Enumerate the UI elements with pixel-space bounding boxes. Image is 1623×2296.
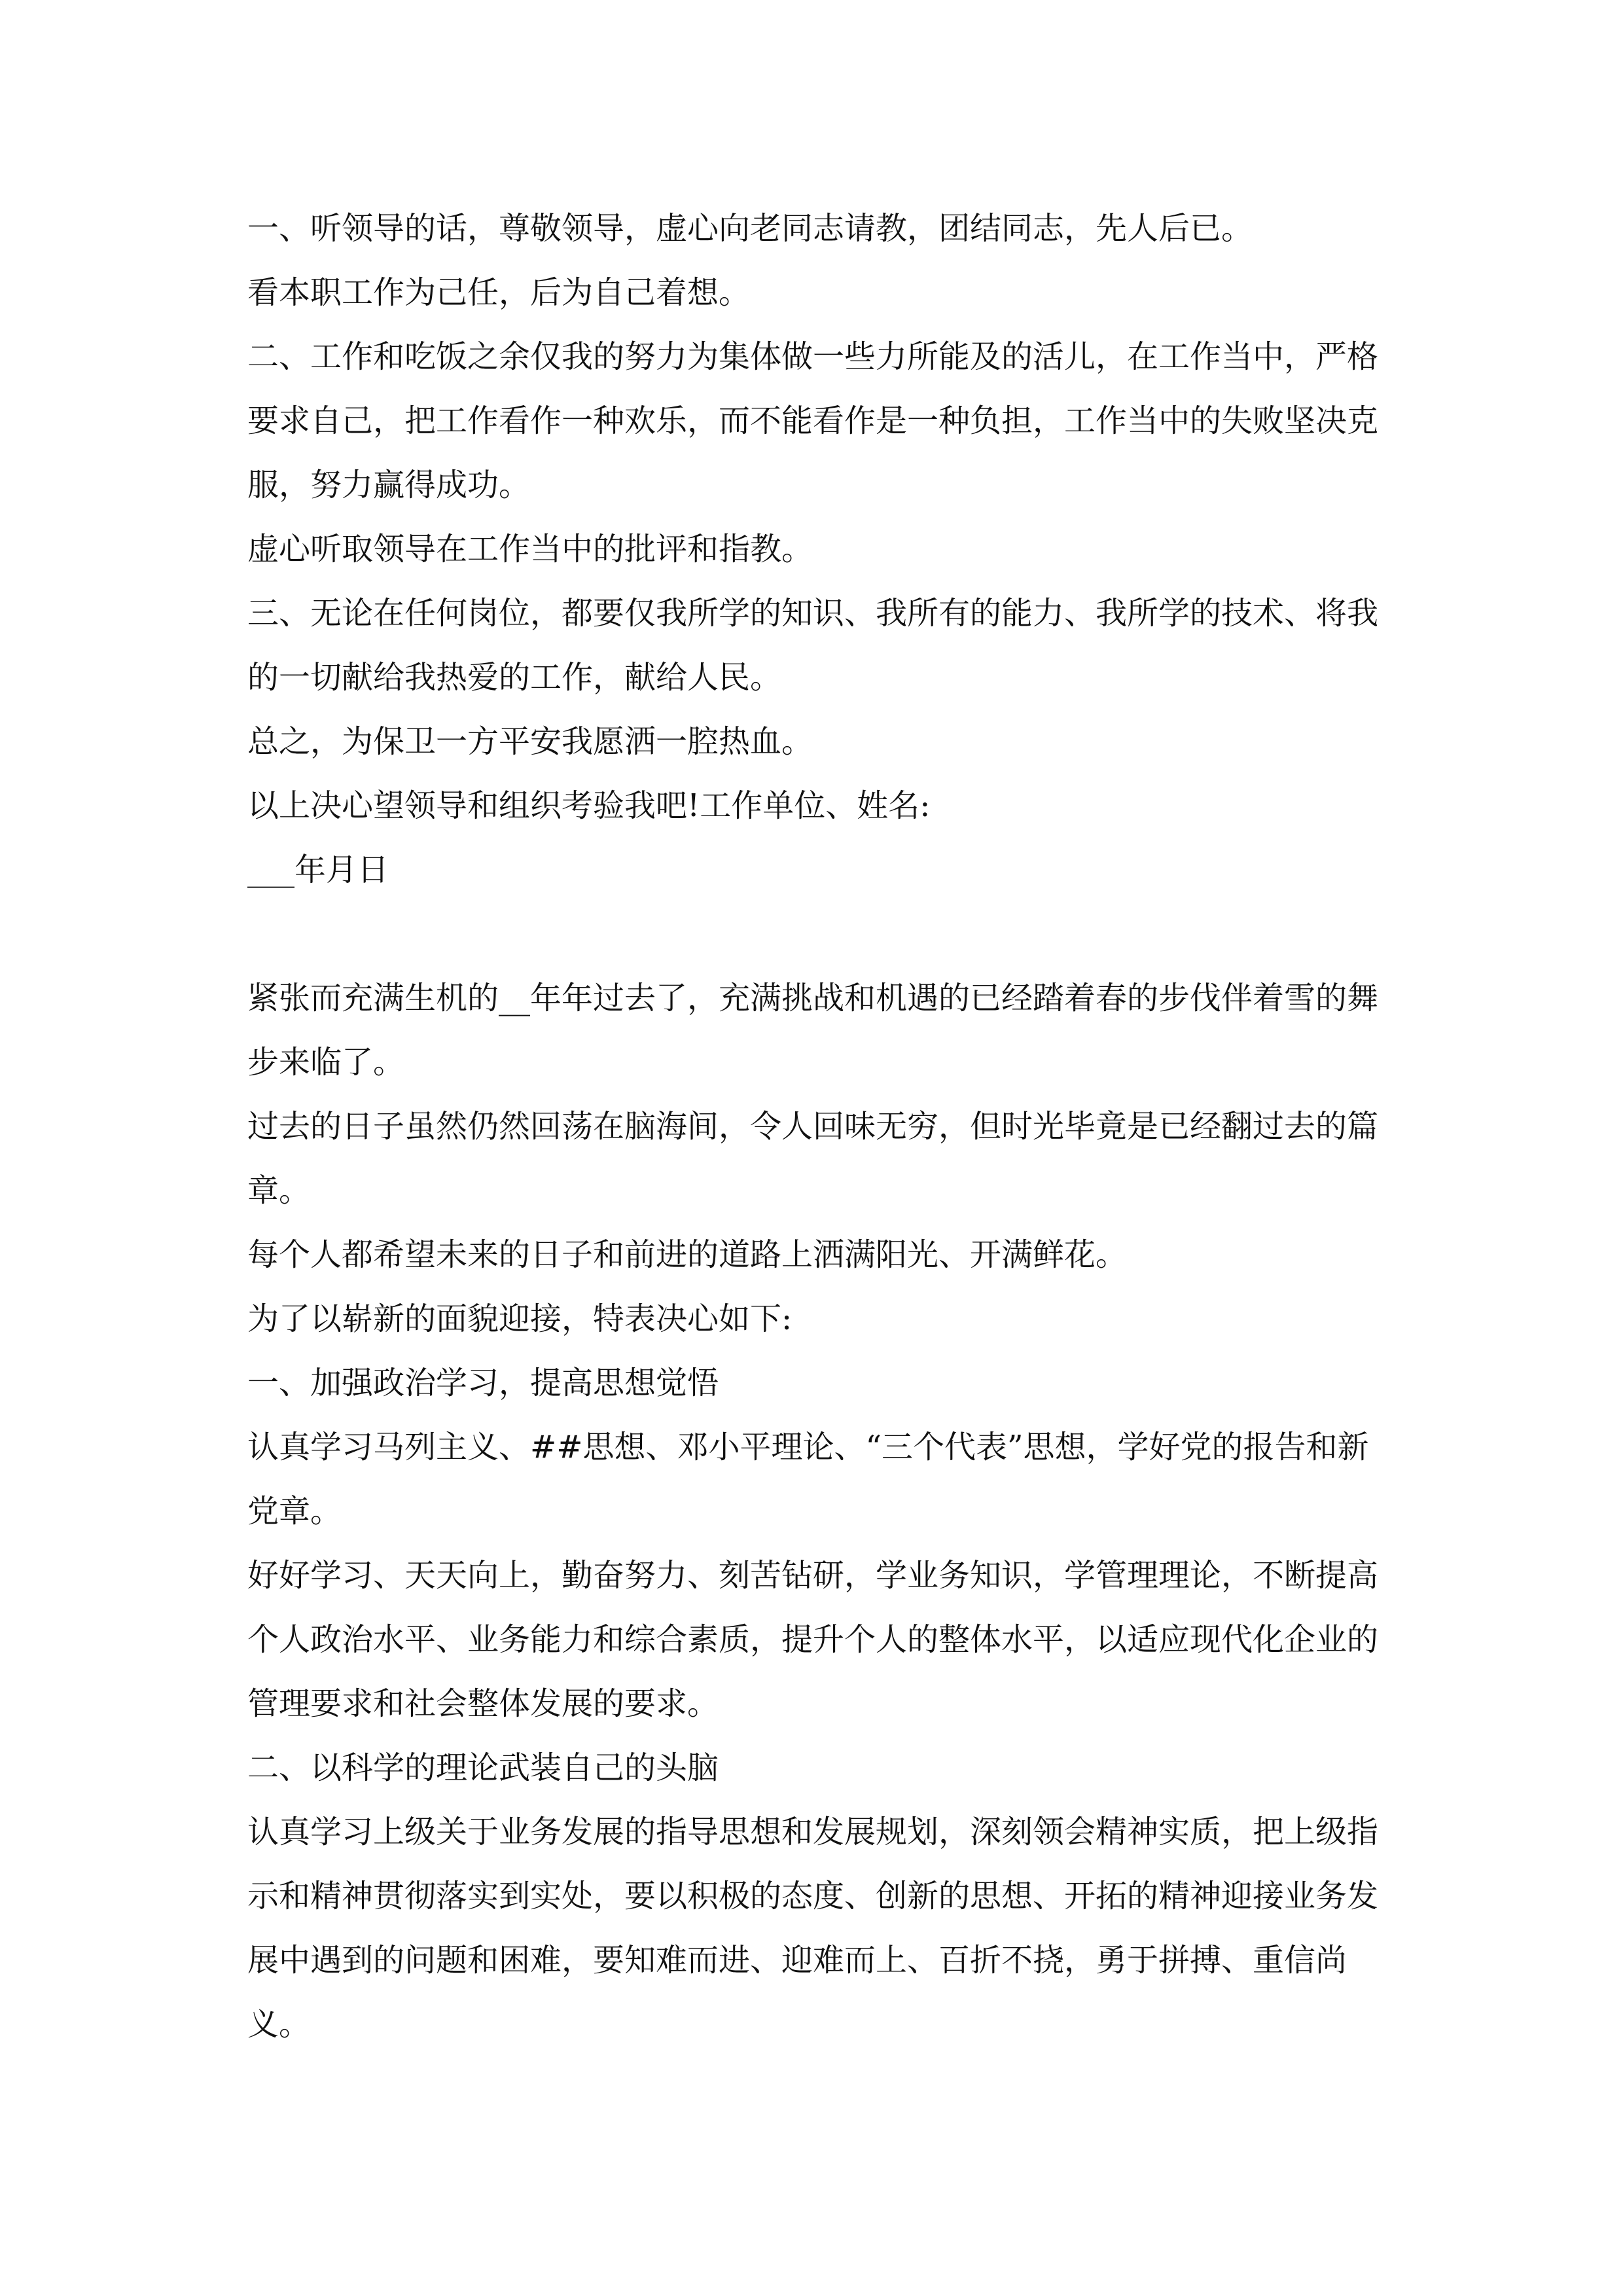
paragraph: 过去的日子虽然仍然回荡在脑海间，令人回味无穷，但时光毕竟是已经翻过去的篇章。 xyxy=(247,1108,1379,1209)
document-body xyxy=(247,196,1380,2056)
paragraph: 认真学习上级关于业务发展的指导思想和发展规划，深刻领会精神实质，把上级指示和精神贯彻落实到实处，要以积极的态度、创新的思想、开拓的精神迎接业务发展中遇到的问题和困难，要知难而进、迎难而上、百折不挠，勇于拼搏、重信尚义。 xyxy=(247,1814,1379,2043)
paragraph: 一、听领导的话，尊敬领导，虚心向老同志请教，团结同志，先人后已。 xyxy=(247,210,1253,247)
paragraph: 看本职工作为己任，后为自己着想。 xyxy=(247,274,751,311)
paragraph: 以上决心望领导和组织考验我吧!工作单位、姓名: xyxy=(247,787,931,824)
paragraph: 每个人都希望未来的日子和前进的道路上洒满阳光、开满鲜花。 xyxy=(247,1236,1128,1273)
paragraph: 总之，为保卫一方平安我愿洒一腔热血。 xyxy=(247,723,813,760)
section-heading: 一、加强政治学习，提高思想觉悟 xyxy=(247,1365,719,1401)
section-heading: 二、以科学的理论武装自己的头脑 xyxy=(247,1749,719,1786)
section-spacer xyxy=(247,902,1380,966)
paragraph: 为了以崭新的面貌迎接，特表决心如下: xyxy=(247,1300,793,1337)
paragraph: 虚心听取领导在工作当中的批评和指教。 xyxy=(247,531,813,567)
paragraph: 好好学习、天天向上，勤奋努力、刻苦钻研，学业务知识，学管理理论，不断提高个人政治水平、业务能力和综合素质，提升个人的整体水平，以适应现代化企业的管理要求和社会整体发展的要求。 xyxy=(247,1557,1379,1722)
paragraph: 认真学习马列主义、##思想、邓小平理论、“三个代表”思想，学好党的报告和新党章。 xyxy=(247,1429,1369,1530)
paragraph: 二、工作和吃饭之余仅我的努力为集体做一些力所能及的活儿，在工作当中，严格要求自己，把工作看作一种欢乐，而不能看作是一种负担，工作当中的失败坚决克服，努力赢得成功。 xyxy=(247,338,1379,503)
paragraph: 三、无论在任何岗位，都要仅我所学的知识、我所有的能力、我所学的技术、将我的一切献给我热爱的工作，献给人民。 xyxy=(247,595,1379,696)
paragraph: 紧张而充满生机的__年年过去了，充满挑战和机遇的已经踏着春的步伐伴着雪的舞步来临了。 xyxy=(247,980,1379,1081)
date-line: ___年月日 xyxy=(247,852,389,888)
